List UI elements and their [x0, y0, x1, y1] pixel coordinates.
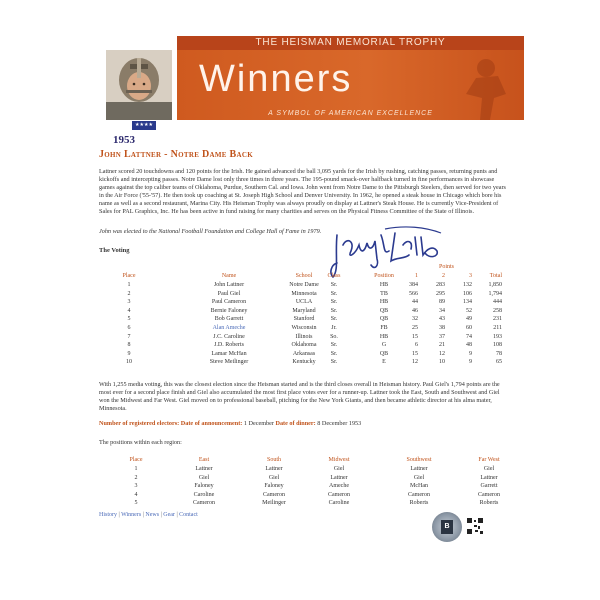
- election-summary: With 1,255 media voting, this was the closest election since the Heisman started and is the third closes overall in Heisman history. Paul Giel's 1,794 points are the most ever for a second place finish and Giel also accumulated the most first place votes ever for a runner-up. Lattner took the East, South and Southwest and Giel won the Midwest and Far West. Giel moved on to professional baseball, pitching for the New York Giants, and then became athletic director at his alma mater, Minnesota.: [99, 381, 500, 412]
- header-place: Place: [122, 273, 136, 279]
- header-school: School: [295, 273, 313, 279]
- region-cell-east: Lattner: [195, 466, 213, 472]
- region-cell-place: 4: [134, 491, 138, 498]
- header-position: Position: [374, 273, 394, 279]
- voting-cell-p3: 52: [466, 307, 472, 314]
- voting-cell-p3: 9: [469, 350, 472, 357]
- voting-cell-position: HB: [379, 299, 389, 306]
- dinner-date: 8 December 1953: [317, 420, 362, 427]
- voting-cell-p2: 89: [439, 299, 445, 306]
- voting-cell-total: 1,850: [488, 282, 502, 288]
- header-class: Class: [327, 273, 341, 279]
- voting-cell-class: Sr.: [330, 316, 338, 323]
- voting-row: [99, 290, 509, 298]
- region-cell-south: Lattner: [265, 466, 283, 472]
- voting-cell-total: 65: [496, 359, 502, 366]
- voting-cell-p1: 384: [409, 282, 418, 288]
- region-header-farwest: Far West: [478, 457, 500, 463]
- voting-cell-total: 193: [493, 333, 502, 340]
- hologram-sticker-icon: [432, 512, 462, 542]
- banner-title: Winners: [199, 58, 353, 100]
- region-header-place: Place: [129, 457, 143, 463]
- region-cell-place: 2: [134, 474, 138, 481]
- region-cell-midwest: Cameron: [328, 491, 350, 498]
- region-cell-south: Meilinger: [262, 500, 286, 507]
- region-row: [99, 491, 509, 499]
- voting-cell-school: Notre Dame: [289, 282, 319, 288]
- voting-cell-class: Sr.: [330, 299, 338, 306]
- voting-cell-p3: 134: [463, 299, 472, 306]
- region-row: [99, 499, 509, 507]
- region-cell-south: Cameron: [263, 491, 285, 498]
- voting-cell-total: 258: [493, 307, 502, 314]
- region-cell-southwest: Lattner: [410, 466, 428, 472]
- voting-cell-total: 78: [496, 350, 502, 357]
- voting-row: [99, 341, 509, 349]
- voting-cell-p2: 10: [439, 359, 445, 366]
- voting-row: [99, 324, 509, 332]
- voting-cell-class: Sr.: [330, 350, 338, 357]
- voting-cell-p3: 132: [463, 282, 472, 288]
- voting-cell-p3: 48: [466, 342, 472, 349]
- region-cell-farwest: Cameron: [478, 491, 500, 498]
- winner-heading: John Lattner - Notre Dame Back: [99, 149, 253, 160]
- region-cell-midwest: Giel: [333, 466, 345, 472]
- voting-cell-total: 444: [493, 299, 502, 306]
- voting-row: [99, 298, 509, 306]
- photo-badge: ★★★★: [132, 121, 156, 130]
- header-total: Total: [489, 273, 502, 279]
- banner-top-text: THE HEISMAN MEMORIAL TROPHY: [177, 36, 524, 50]
- voting-cell-place: 1: [127, 282, 131, 288]
- voting-cell-name: Steve Meilinger: [209, 359, 249, 366]
- voting-cell-class: Sr.: [330, 342, 338, 349]
- year: 1953: [113, 134, 135, 146]
- voting-cell-p3: 9: [469, 359, 472, 366]
- region-header-south: South: [266, 457, 281, 463]
- voting-cell-school: Maryland: [292, 307, 316, 314]
- region-row: [99, 465, 509, 473]
- region-cell-midwest: Lattner: [330, 474, 348, 481]
- footer-separator: |: [118, 512, 122, 518]
- footer-separator: |: [142, 512, 146, 518]
- voting-cell-total: 231: [493, 316, 502, 323]
- voting-row: [99, 333, 509, 341]
- voting-cell-position: G: [381, 342, 387, 349]
- hall-of-fame-note: John was elected to the National Football Foundation and College Hall of Fame in 1979.: [99, 228, 322, 235]
- region-header-southwest: Southwest: [406, 457, 432, 463]
- voting-row: [99, 281, 509, 289]
- region-cell-place: 5: [134, 500, 138, 507]
- voting-cell-p2: 38: [439, 325, 445, 331]
- player-photo: [106, 50, 172, 120]
- voting-cell-total: 1,794: [488, 290, 502, 297]
- voting-cell-name: Bernie Faloney: [210, 307, 248, 314]
- voting-cell-p1: 32: [412, 316, 418, 323]
- region-cell-east: Caroline: [193, 491, 215, 498]
- region-cell-south: Faloney: [264, 483, 284, 490]
- voting-cell-p1: 15: [412, 350, 418, 357]
- region-cell-southwest: Roberts: [409, 500, 429, 507]
- footer-separator: |: [160, 512, 164, 518]
- voting-cell-class: Sr.: [330, 290, 338, 297]
- voting-cell-name: John Lattner: [213, 282, 245, 288]
- voting-cell-position: QB: [379, 350, 389, 357]
- header-points-2: 2: [442, 273, 445, 279]
- voting-cell-p2: 43: [439, 316, 445, 323]
- hologram-letter: B: [441, 520, 453, 534]
- voting-cell-school: Wisconsin: [291, 325, 317, 331]
- voting-cell-class: Sr.: [330, 307, 338, 314]
- voting-cell-school: Arkansas: [292, 350, 316, 357]
- election-facts: [99, 420, 361, 427]
- heisman-banner: [177, 36, 524, 120]
- voting-cell-name: Paul Cameron: [211, 299, 247, 306]
- voting-cell-place: 4: [127, 307, 131, 314]
- voting-cell-p2: 295: [436, 290, 445, 297]
- region-cell-farwest: Giel: [483, 466, 495, 472]
- voting-cell-class: Sr.: [330, 282, 338, 288]
- banner-subtitle: A SYMBOL OF AMERICAN EXCELLENCE: [268, 110, 433, 117]
- voting-cell-name: J.C. Caroline: [213, 333, 245, 340]
- voting-cell-p1: 15: [412, 333, 418, 340]
- voting-row: [99, 315, 509, 323]
- voting-cell-total: 108: [493, 342, 502, 349]
- voting-cell-place: 10: [126, 359, 132, 366]
- voting-cell-school: UCLA: [295, 299, 313, 306]
- footer-link-winners[interactable]: Winners: [121, 512, 142, 518]
- voting-cell-place: 5: [127, 316, 131, 323]
- region-cell-place: 1: [134, 466, 138, 472]
- region-header-east: East: [198, 457, 210, 463]
- voting-cell-name: Lamar McHan: [211, 350, 247, 357]
- voting-cell-position: FB: [380, 325, 388, 331]
- voting-label: The Voting: [99, 247, 130, 254]
- voting-cell-p3: 49: [466, 316, 472, 323]
- bio-paragraph: Lattner scored 20 touchdowns and 120 points for the Irish. He gained advanced the ball 3,095 yards for the Irish by rushing, catching passes, returning punts and kickoffs and intercepting passes. Notre Dame lost only three times in three years. The 195-pound smack-over halfback turned in fine performances in showcase games against the top caliber teams of Oklahoma, Purdue, Southern Cal. and Iowa. John went from Notre Dame to the Pittsburgh Steelers, then served for two years in the Air Force ('55-'57). He then took up coaching at St. Joseph High School and Denver University. In 1962, he opened a steak house in Chicago which bore his name as well as a second restaurant, Marina City. His Heisman Trophy was always proudly on display at Lattner's Steak House. He is currently Vice-President of Sales for PAL Graphics, Inc. He has been active in fund raising for many charities and serves on the Physical Fitness Committee of the State of Illinois.: [99, 168, 506, 215]
- voting-cell-place: 6: [127, 325, 131, 331]
- voting-row: [99, 358, 509, 366]
- voting-cell-name: Bob Garrett: [214, 316, 244, 323]
- region-cell-farwest: Lattner: [480, 474, 498, 481]
- region-cell-southwest: Giel: [413, 474, 425, 481]
- voting-cell-place: 2: [127, 290, 131, 297]
- voting-row: [99, 307, 509, 315]
- voting-cell-p1: 25: [412, 325, 418, 331]
- voting-cell-name: J.D. Roberts: [214, 342, 244, 349]
- voting-cell-p2: 34: [439, 307, 445, 314]
- region-cell-farwest: Garrett: [480, 483, 498, 490]
- region-cell-east: Faloney: [194, 483, 214, 490]
- header-name: Name: [221, 273, 237, 279]
- region-row: [99, 482, 509, 490]
- voting-cell-school: Illinois: [295, 333, 313, 340]
- voting-cell-position: HB: [379, 333, 389, 340]
- voting-table-header: [99, 272, 509, 280]
- footer-link-history[interactable]: History: [99, 512, 117, 518]
- voting-cell-school: Stanford: [293, 316, 315, 323]
- voting-cell-name[interactable]: Alan Ameche: [212, 325, 246, 331]
- voting-cell-p1: 12: [412, 359, 418, 366]
- region-cell-south: Giel: [268, 474, 280, 481]
- electors-label: Number of registered electors:: [99, 420, 180, 427]
- region-cell-east: Cameron: [193, 500, 215, 507]
- announcement-label: Date of announcement:: [180, 420, 243, 427]
- header-points-1: 1: [415, 273, 418, 279]
- region-cell-place: 3: [134, 483, 138, 490]
- voting-cell-p1: 566: [409, 290, 418, 297]
- voting-cell-p2: 12: [439, 350, 445, 357]
- header-points-3: 3: [469, 273, 472, 279]
- region-header-midwest: Midwest: [328, 457, 350, 463]
- voting-cell-p1: 44: [412, 299, 418, 306]
- voting-cell-p1: 6: [415, 342, 418, 349]
- voting-cell-position: QB: [379, 307, 389, 314]
- voting-cell-p2: 21: [439, 342, 445, 349]
- voting-cell-position: HB: [379, 282, 389, 288]
- voting-cell-place: 7: [127, 333, 131, 340]
- voting-cell-p3: 106: [463, 290, 472, 297]
- voting-cell-position: E: [382, 359, 386, 366]
- voting-cell-p3: 74: [466, 333, 472, 340]
- footer-link-contact[interactable]: Contact: [179, 512, 198, 518]
- announcement-date: 1 December: [243, 420, 274, 427]
- region-cell-southwest: McHan: [410, 483, 428, 490]
- voting-cell-p2: 283: [436, 282, 445, 288]
- positions-label: The positions within each region:: [99, 439, 182, 446]
- voting-row: [99, 350, 509, 358]
- region-cell-farwest: Roberts: [479, 500, 499, 507]
- voting-cell-class: Sr.: [330, 359, 338, 366]
- footer-link-news[interactable]: News: [145, 512, 160, 518]
- voting-cell-position: QB: [379, 316, 389, 323]
- region-cell-midwest: Ameche: [329, 483, 349, 490]
- voting-cell-school: Minnesota: [291, 290, 317, 297]
- voting-cell-p1: 46: [412, 307, 418, 314]
- voting-cell-school: Kentucky: [292, 359, 316, 366]
- voting-cell-class: So.: [330, 333, 338, 340]
- dinner-label: Date of dinner:: [275, 420, 316, 427]
- region-cell-southwest: Cameron: [408, 491, 430, 498]
- region-table-header: [99, 456, 509, 464]
- voting-cell-place: 8: [127, 342, 131, 349]
- footer-separator: |: [176, 512, 180, 518]
- footer-link-gear[interactable]: Gear: [163, 512, 175, 518]
- region-cell-east: Giel: [198, 474, 210, 481]
- voting-cell-place: 3: [127, 299, 131, 306]
- region-row: [99, 474, 509, 482]
- voting-cell-position: TB: [380, 290, 388, 297]
- voting-cell-p2: 37: [439, 333, 445, 340]
- voting-cell-total: 211: [493, 325, 502, 331]
- voting-cell-class: Jr.: [331, 325, 337, 331]
- region-cell-midwest: Caroline: [328, 500, 350, 507]
- qr-code-icon: [466, 517, 484, 535]
- voting-cell-p3: 60: [466, 325, 472, 331]
- voting-cell-place: 9: [127, 350, 131, 357]
- voting-cell-name: Paul Giel: [217, 290, 241, 297]
- footer-nav: [99, 512, 198, 518]
- points-label: Points: [439, 264, 455, 270]
- voting-cell-school: Oklahoma: [291, 342, 317, 349]
